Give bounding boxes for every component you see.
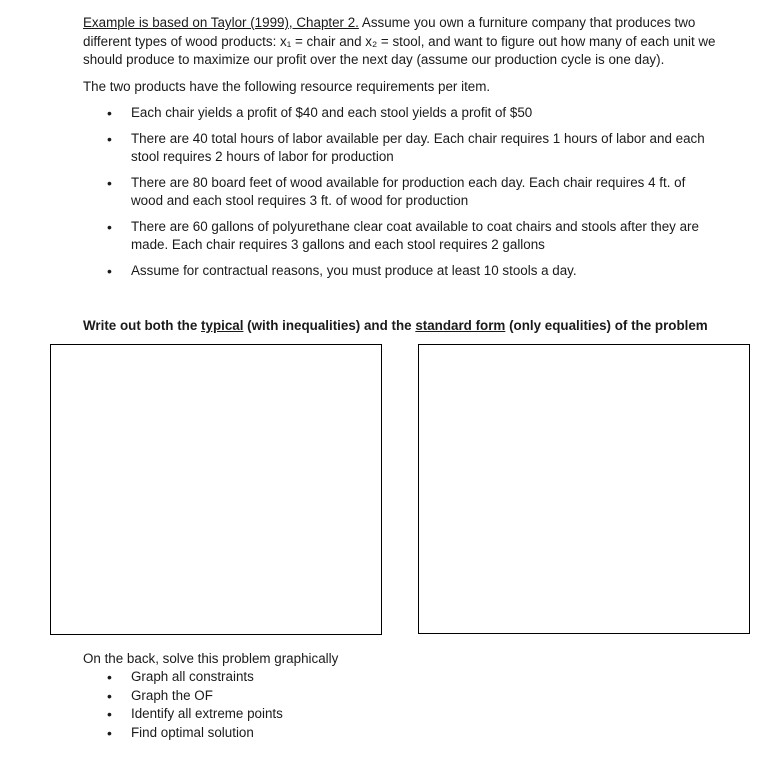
bullet-icon: • xyxy=(107,263,112,279)
problem-intro xyxy=(83,14,723,70)
list-item xyxy=(105,130,705,166)
requirement-text: There are 60 gallons of polyurethane clear coat available to coat chairs and stools after they are made. Each chair requires 3 gallons and each stool requires 2 gallons xyxy=(131,219,699,252)
list-item xyxy=(105,705,283,724)
back-instructions-heading: On the back, solve this problem graphically xyxy=(83,651,339,666)
bullet-icon: • xyxy=(107,706,112,723)
requirements-list xyxy=(105,104,705,288)
instruction-heading: Write out both the typical (with inequalities) and the standard form (only equalities) of the problem xyxy=(83,318,708,333)
list-item xyxy=(105,174,705,210)
requirement-text: There are 40 total hours of labor available per day. Each chair requires 1 hours of labor and each stool requires 2 hours of labor for production xyxy=(131,131,705,164)
bullet-icon: • xyxy=(107,669,112,685)
bullet-icon: • xyxy=(107,175,112,191)
list-item xyxy=(105,724,283,743)
task-text: Find optimal solution xyxy=(131,725,254,741)
requirement-text: Each chair yields a profit of $40 and each stool yields a profit of $50 xyxy=(131,105,533,120)
list-item xyxy=(105,668,283,687)
bullet-icon: • xyxy=(107,725,112,742)
list-item xyxy=(105,218,705,254)
standard-form-answer-box[interactable] xyxy=(418,344,750,634)
requirements-heading: The two products have the following resource requirements per item. xyxy=(83,79,491,94)
list-item xyxy=(105,687,283,706)
requirement-text: Assume for contractual reasons, you must produce at least 10 stools a day. xyxy=(131,263,577,278)
requirement-text: There are 80 board feet of wood available for production each day. Each chair requires 4 ft. of wood and each stool requires 3 ft. of wood for production xyxy=(131,175,686,208)
task-text: Graph all constraints xyxy=(131,669,254,684)
typical-form-answer-box[interactable] xyxy=(50,344,382,635)
bullet-icon: • xyxy=(107,687,112,704)
bullet-icon: • xyxy=(107,105,112,121)
task-text: Graph the OF xyxy=(131,687,213,703)
typical-term: typical xyxy=(201,318,244,333)
intro-text: Assume you own a furniture company that produces two different types of wood products: x₁ = chair and x₂ = stool, and want to figure out how many of each unit we should produce to maximize our profit over the next day (assume our production cycle is one day). xyxy=(83,15,716,68)
task-text: Identify all extreme points xyxy=(131,706,283,722)
standard-form-term: standard form xyxy=(415,318,506,333)
back-tasks-list xyxy=(105,668,283,743)
bullet-icon: • xyxy=(107,131,112,147)
citation: Example is based on Taylor (1999), Chapter 2. xyxy=(83,15,359,30)
bullet-icon: • xyxy=(107,219,112,235)
list-item xyxy=(105,104,705,122)
list-item xyxy=(105,262,705,280)
